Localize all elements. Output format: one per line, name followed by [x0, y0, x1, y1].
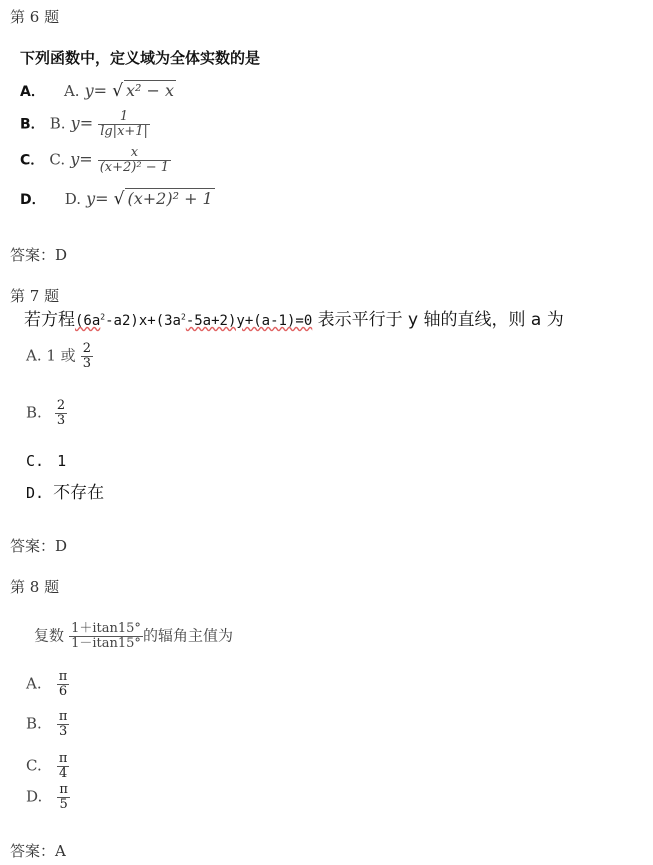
option-label: C.: [26, 452, 45, 470]
option-fraction: [57, 752, 70, 780]
option-b: [26, 710, 69, 738]
fraction-denominator: 6: [58, 683, 68, 699]
fraction-numerator: π: [58, 709, 68, 724]
option-a: [26, 670, 69, 698]
answer-text: 答案：A: [10, 842, 66, 860]
option-fraction: [98, 110, 150, 138]
option-b: [26, 399, 67, 427]
fraction-denominator: 3: [82, 355, 92, 371]
option-expr-left: y=: [84, 81, 108, 100]
fraction-numerator: 2: [56, 398, 66, 413]
option-label: A. 1 或: [26, 346, 76, 365]
option-fraction: [55, 399, 67, 427]
fraction-numerator: 1＋itan15°: [71, 621, 141, 636]
option-label: A.: [26, 674, 42, 693]
option-label: A.: [63, 82, 80, 100]
option-letter: C．: [20, 152, 45, 169]
question-number: 第 6 题: [10, 8, 60, 26]
option-label: B.: [26, 403, 42, 422]
stem-text: 复数: [34, 626, 65, 645]
fraction-numerator: π: [58, 751, 68, 766]
option-label: B.: [49, 114, 66, 133]
question-number: 第 7 题: [10, 287, 60, 305]
option-label: C.: [49, 150, 66, 169]
question-stem: [34, 622, 233, 650]
option-b: [20, 110, 150, 138]
fraction-denominator: 1－itan15°: [71, 635, 141, 651]
option-fraction: [81, 342, 93, 370]
option-c: [26, 752, 69, 780]
fraction-numerator: x: [98, 146, 171, 161]
option-label: D.: [26, 787, 43, 806]
equation-part: -a2)x+(3a: [105, 313, 181, 329]
fraction-denominator: 3: [59, 723, 68, 739]
option-letter: A．: [20, 84, 45, 100]
fraction-numerator: π: [59, 782, 68, 797]
fraction-denominator: 3: [56, 412, 66, 428]
option-label: C.: [26, 756, 42, 775]
option-radicand: x² − x: [126, 81, 175, 100]
option-a: [20, 80, 176, 101]
option-c: [26, 451, 66, 470]
answer-text: 答案：D: [10, 246, 68, 264]
option-fraction: [57, 710, 70, 738]
fraction-denominator: lg|x+1|: [100, 123, 148, 139]
fraction-denominator: 5: [59, 796, 68, 812]
stem-text: 表示平行于 y 轴的直线，则 a 为: [312, 310, 564, 330]
option-radicand: (x+2)² + 1: [127, 189, 213, 208]
answer-text: 答案：D: [10, 537, 68, 555]
option-label: B.: [26, 714, 42, 733]
question-stem: 下列函数中，定义域为全体实数的是: [20, 49, 261, 67]
stem-text: 的辐角主值为: [142, 626, 233, 645]
option-fraction: [57, 783, 70, 811]
option-expr-left: y=: [70, 113, 94, 133]
option-d: [20, 188, 215, 209]
fraction-numerator: π: [58, 669, 68, 684]
option-letter: D．: [20, 192, 46, 208]
sqrt-icon: √: [113, 189, 125, 209]
fraction-numerator: 1: [98, 110, 150, 125]
fraction-numerator: 2: [82, 341, 92, 356]
option-expr-left: y=: [86, 189, 109, 208]
option-d: [26, 478, 104, 503]
equation: $(6a^2-a2)x+(3a^2-5a+2)y+(a-1)=0$: [75, 312, 313, 329]
fraction-denominator: 4: [58, 765, 68, 781]
option-expr-left: y=: [70, 149, 93, 169]
sqrt-icon: √: [112, 81, 124, 101]
question-stem: [24, 305, 564, 330]
equation-part: (6a: [75, 313, 101, 329]
stem-fraction: [69, 622, 143, 650]
option-c: [20, 146, 171, 174]
option-letter: B．: [20, 116, 45, 133]
stem-text: 若方程: [24, 310, 75, 330]
fraction-denominator: (x+2)² − 1: [99, 159, 170, 175]
option-a: [26, 342, 93, 370]
option-value: 不存在: [53, 483, 105, 503]
option-fraction: [57, 670, 70, 698]
option-d: [26, 783, 70, 811]
option-value: 1: [57, 452, 67, 470]
option-label: D.: [64, 190, 81, 208]
option-label: D.: [26, 484, 45, 502]
question-number: 第 8 题: [10, 578, 60, 596]
option-fraction: [98, 146, 171, 174]
equation-part: -5a+2)y+(a-1)=0: [185, 313, 313, 329]
